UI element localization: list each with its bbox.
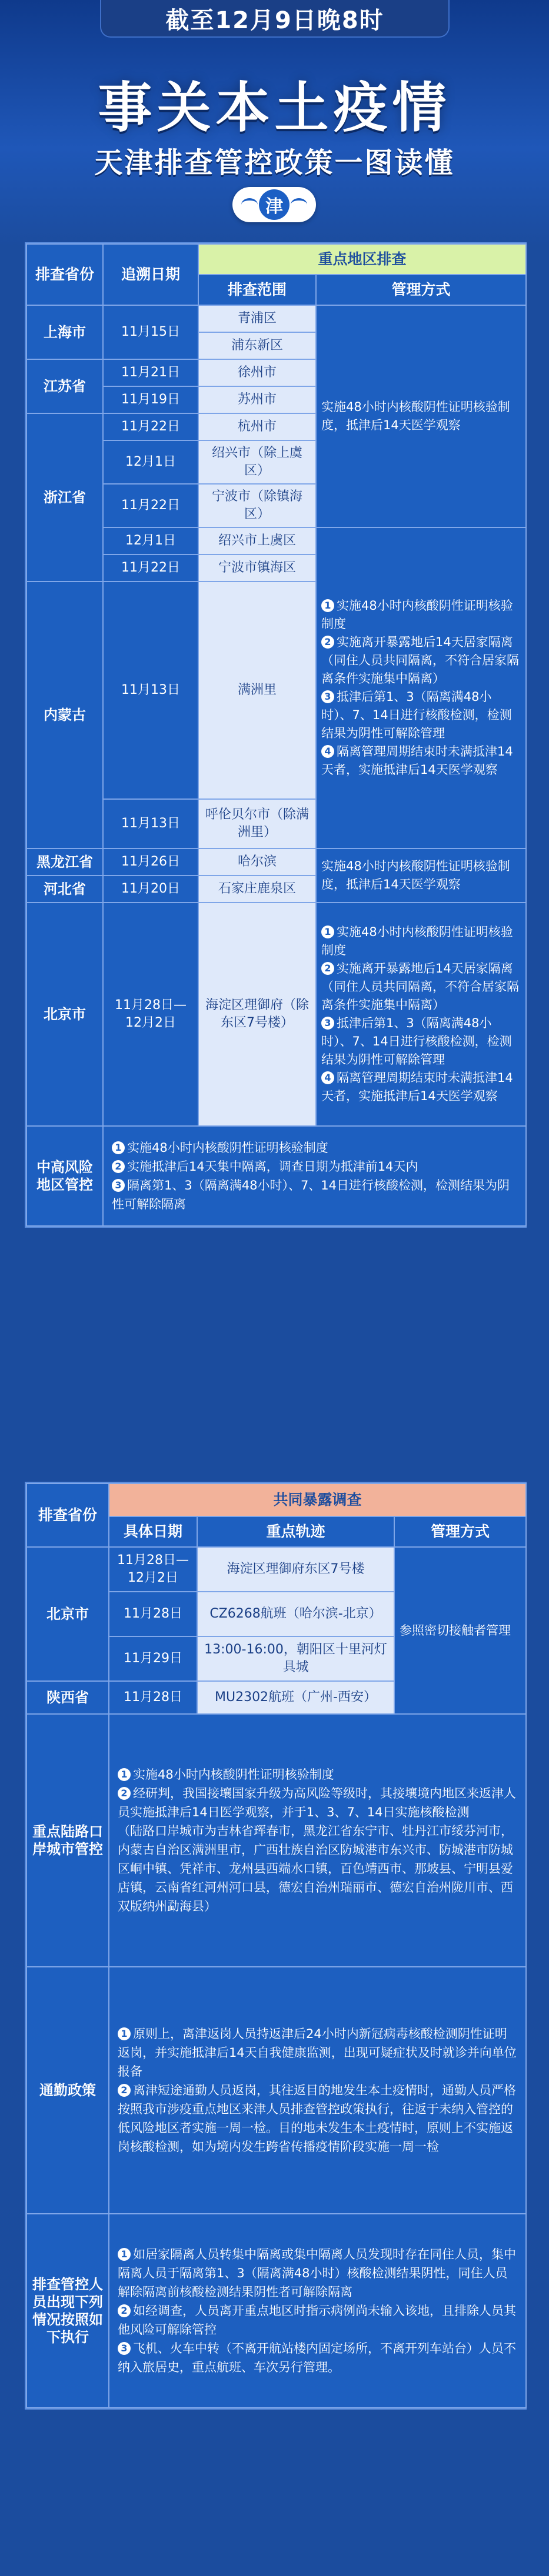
section-item [118,2301,517,2339]
mid-risk-item-text: 隔离第1、3（隔离满48小时）、7、14日进行核酸检测，检测结果为阴性可解除隔离 [112,1178,510,1211]
mgmt-item-text: 实施离开暴露地后14天居家隔离（同住人员共同隔离，不符合居家隔离条件实施集中隔离） [321,635,519,686]
col-track-header: 重点轨迹 [197,1516,394,1547]
range-cell: 宁波市（除镇海区） [198,484,316,527]
section-label: 排查管控人员出现下列情况按照如下执行 [26,2214,109,2408]
track-cell: MU2302航班（广州-西安） [197,1681,394,1714]
date-cell: 11月22日 [103,484,198,527]
col-range-header: 排查范围 [198,275,316,305]
section-cell [109,2214,526,2408]
number-4-icon: 4 [321,1071,334,1084]
key-area-screening-panel [25,242,527,1228]
number-1-icon: 1 [321,926,334,938]
mid-risk-item [112,1176,517,1214]
number-1-icon: 1 [321,599,334,612]
section-item [118,2024,517,2081]
province-cell: 浙江省 [26,413,103,582]
range-cell: 呼伦贝尔市（除满洲里） [198,799,316,848]
date-cell: 11月13日 [103,582,198,799]
mgmt-item [321,1069,521,1105]
col-date-header: 具体日期 [109,1516,197,1547]
number-2-icon: 2 [112,1160,125,1173]
mid-risk-item [112,1157,517,1176]
number-1-icon: 1 [118,1768,131,1781]
mgmt-item [321,688,521,743]
mid-risk-item [112,1138,517,1157]
mgmt-cell: 参照密切接触者管理 [394,1547,526,1714]
section-item [118,2245,517,2301]
range-cell: 绍兴市上虞区 [198,527,316,554]
province-cell: 河北省 [26,876,103,903]
mgmt-multi-cell [316,903,526,1126]
mgmt-item-text: 隔离管理周期结束时未满抵津14天者，实施抵津后14天医学观察 [321,1071,513,1103]
range-cell: 哈尔滨 [198,848,316,876]
date-banner: 截至12月9日晚8时 [100,0,450,38]
section-item: （陆路口岸城市为吉林省珲春市，黑龙江省东宁市、牡丹江市绥芬河市，内蒙古自治区满洲里市，广西壮族自治区防城港市东兴市、防城港市防城区峒中镇、凭祥市、龙州县西端水口镇，百色靖西市、那坡县、宁明县爱店镇，云南省红河州河口县，德宏自治州瑞丽市、德宏自治州陇川市、西双版纳州勐海县） [118,1824,513,1913]
page-title: 事关本土疫情 [98,76,451,139]
range-cell: 苏州市 [198,386,316,413]
mid-risk-item-text: 实施抵津后14天集中隔离，调查日期为抵津前14天内 [127,1160,418,1174]
col-date-header: 追溯日期 [103,244,198,305]
track-cell: 13:00-16:00，朝阳区十里河灯具城 [197,1636,394,1681]
tianjin-logo [232,187,316,222]
mgmt-item [321,597,521,633]
section-label: 重点陆路口岸城市管控 [26,1714,109,1967]
number-2-icon: 2 [321,962,334,975]
key-area-screening-table [26,243,527,1227]
date-cell: 12月1日 [103,527,198,554]
mgmt-item-text: 实施48小时内核酸阴性证明核验制度 [321,925,513,957]
mgmt-item [321,743,521,779]
date-cell: 11月13日 [103,799,198,848]
mgmt-item [321,1014,521,1069]
section-item-text: 经研判，我国接壤国家升级为高风险等级时，其接壤境内地区来返津人员实施抵津后14日医学观察，并于1、3、7、14日实施核酸检测 [118,1786,516,1819]
track-cell: CZ6268航班（哈尔滨-北京） [197,1592,394,1636]
number-2-icon: 2 [118,2304,131,2317]
logo-wing-right-icon [291,198,307,211]
mgmt-cell: 实施48小时内核酸阴性证明核验制度，抵津后14天医学观察 [316,305,526,527]
date-cell: 11月20日 [103,876,198,903]
range-cell: 杭州市 [198,413,316,440]
section-item-text: 离津短途通勤人员返岗，其往返目的地发生本土疫情时，通勤人员严格按照我市涉疫重点地区来津人员排查管控政策执行，往返于未纳入管控的低风险地区者实施一周一检。目的地未发生本土疫情时，原则上不实施返岗核酸检测，如为境内发生跨省传播疫情阶段实施一周一检 [118,2083,516,2154]
section-cell [109,1714,526,1967]
mgmt-item [321,633,521,688]
range-cell: 徐州市 [198,359,316,386]
number-2-icon: 2 [118,1787,131,1800]
number-1-icon: 1 [112,1141,125,1154]
mgmt-cell: 实施48小时内核酸阴性证明核验制度，抵津后14天医学观察 [316,848,526,903]
province-cell: 上海市 [26,305,103,359]
col-group-header: 重点地区排查 [198,244,526,275]
province-cell: 内蒙古 [26,582,103,848]
section-item [118,2081,517,2156]
date-cell: 11月15日 [103,305,198,359]
section-label: 通勤政策 [26,1967,109,2214]
col-mgmt-header: 管理方式 [316,275,526,305]
section-item [118,1784,517,1822]
number-2-icon: 2 [321,636,334,649]
co-exposure-panel [25,1482,527,2410]
section-item [118,1765,517,1784]
date-cell: 11月28日—12月2日 [103,903,198,1126]
mgmt-multi-cell [316,527,526,848]
province-cell: 陕西省 [26,1681,109,1714]
page-subtitle: 天津排查管控政策一图读懂 [94,146,455,179]
mgmt-item [321,960,521,1014]
section-item [118,2339,517,2377]
col-group-header: 共同暴露调查 [109,1484,526,1516]
range-cell: 海淀区理御府（除东区7号楼） [198,903,316,1126]
section-item-text: 原则上，离津返岗人员持返津后24小时内新冠病毒核酸检测阴性证明返岗，并实施抵津后14天自我健康监测，出现可疑症状及时就诊并向单位报备 [118,2027,517,2079]
section-item-text: 飞机、火车中转（不离开航站楼内固定场所，不离开列车站台）人员不纳入旅居史，重点航班、车次另行管理。 [118,2341,516,2374]
number-2-icon: 2 [118,2084,131,2097]
col-mgmt-header: 管理方式 [394,1516,526,1547]
mgmt-item-text: 实施48小时内核酸阴性证明核验制度 [321,599,513,631]
range-cell: 石家庄鹿泉区 [198,876,316,903]
section-item-text: 实施48小时内核酸阴性证明核验制度 [133,1768,334,1782]
range-cell: 满洲里 [198,582,316,799]
number-3-icon: 3 [321,690,334,703]
date-cell: 12月1日 [103,440,198,484]
range-cell: 青浦区 [198,305,316,332]
date-cell: 11月28日 [109,1592,197,1636]
mgmt-item-text: 隔离管理周期结束时未满抵津14天者，实施抵津后14天医学观察 [321,744,513,777]
number-3-icon: 3 [112,1179,125,1192]
date-cell: 11月21日 [103,359,198,386]
mgmt-item-text: 抵津后第1、3（隔离满48小时）、7、14日进行核酸检测，检测结果为阴性可解除管理 [321,690,512,740]
co-exposure-table [26,1483,527,2408]
province-cell: 黑龙江省 [26,848,103,876]
province-cell: 北京市 [26,1547,109,1681]
number-3-icon: 3 [321,1017,334,1030]
col-province-header: 排查省份 [26,1484,109,1547]
mgmt-item [321,923,521,960]
logo-wing-left-icon [241,198,258,211]
mgmt-item-text: 实施离开暴露地后14天居家隔离（同住人员共同隔离，不符合居家隔离条件实施集中隔离） [321,961,519,1012]
number-1-icon: 1 [118,2027,131,2040]
section-cell [109,1967,526,2214]
province-cell: 江苏省 [26,359,103,413]
date-cell: 11月28日 [109,1681,197,1714]
number-3-icon: 3 [118,2342,131,2355]
section-item-text: 如经调查，人员离开重点地区时指示病例尚未输入该地，且排除人员其他风险可解除管控 [118,2304,516,2337]
mid-risk-label: 中高风险地区管控 [26,1126,103,1226]
date-cell: 11月29日 [109,1636,197,1681]
mid-risk-item-text: 实施48小时内核酸阴性证明核验制度 [127,1141,328,1155]
date-cell: 11月22日 [103,413,198,440]
date-cell: 11月28日—12月2日 [109,1547,197,1592]
range-cell: 宁波市镇海区 [198,554,316,582]
range-cell: 浦东新区 [198,332,316,359]
logo-char: 津 [259,189,290,220]
mid-risk-cell [103,1126,526,1226]
date-cell: 11月22日 [103,554,198,582]
date-cell: 11月26日 [103,848,198,876]
col-province-header: 排查省份 [26,244,103,305]
number-1-icon: 1 [118,2248,131,2261]
province-cell: 北京市 [26,903,103,1126]
track-cell: 海淀区理御府东区7号楼 [197,1547,394,1592]
section-item-text: 如居家隔离人员转集中隔离或集中隔离人员发现时存在同住人员，集中隔离人员于隔离第1、3（隔离满48小时）核酸检测结果阴性，同住人员解除隔离前核酸检测结果阴性者可解除隔离 [118,2247,516,2299]
date-cell: 11月19日 [103,386,198,413]
mgmt-item-text: 抵津后第1、3（隔离满48小时）、7、14日进行核酸检测，检测结果为阴性可解除管理 [321,1016,512,1067]
range-cell: 绍兴市（除上虞区） [198,440,316,484]
number-4-icon: 4 [321,745,334,758]
